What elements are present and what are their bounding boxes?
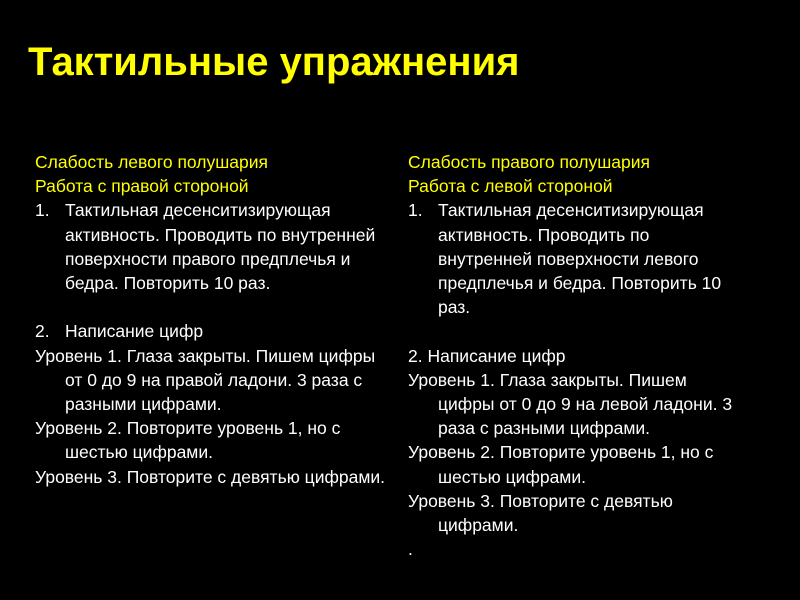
left-list-item-2	[35, 319, 385, 343]
right-heading-hemisphere: Слабость правого полушария	[408, 152, 650, 172]
right-item-1-number: 1.	[408, 200, 423, 221]
right-level-1: Уровень 1. Глаза закрыты. Пишем цифры от 0 до 9 на левой ладони. 3 раза с разными цифрами.	[408, 369, 733, 439]
right-trailing-dot: .	[408, 539, 413, 560]
left-item-2-number: 2.	[35, 321, 50, 342]
left-level-3: Уровень 3. Повторите с девятью цифрами.	[35, 466, 386, 487]
left-column	[35, 150, 385, 489]
right-level-2: Уровень 2. Повторите уровень 1, но с шестью цифрами.	[408, 442, 714, 487]
left-level-2: Уровень 2. Повторите уровень 1, но с шестью цифрами.	[35, 418, 341, 463]
spacer	[408, 319, 748, 343]
right-heading-side: Работа с левой стороной	[408, 176, 613, 197]
spacer	[35, 295, 385, 319]
slide-title: Тактильные упражнения	[28, 40, 520, 84]
left-heading-hemisphere: Слабость левого полушария	[35, 152, 268, 172]
left-item-2-text: Написание цифр	[65, 321, 204, 342]
right-list-item-1	[408, 198, 748, 319]
right-column	[408, 150, 748, 561]
left-heading-side: Работа с правой стороной	[35, 176, 249, 197]
right-list-item-2: 2. Написание цифр	[408, 345, 566, 366]
right-level-3: Уровень 3. Повторите с девятью цифрами.	[408, 490, 673, 536]
left-list-item-1	[35, 198, 385, 295]
right-item-1-text: Тактильная десенситизирующая активность. Проводить по внутренней поверхности левого предплечья и бедра. Повторить 10 раз.	[438, 200, 722, 318]
left-item-1-number: 1.	[35, 200, 50, 221]
left-level-1: Уровень 1. Глаза закрыты. Пишем цифры от 0 до 9 на правой ладони. 3 раза с разными цифрами.	[35, 345, 376, 415]
left-item-1-text: Тактильная десенситизирующая активность. Проводить по внутренней поверхности правого предплечья и бедра. Повторить 10 раз.	[65, 200, 376, 294]
